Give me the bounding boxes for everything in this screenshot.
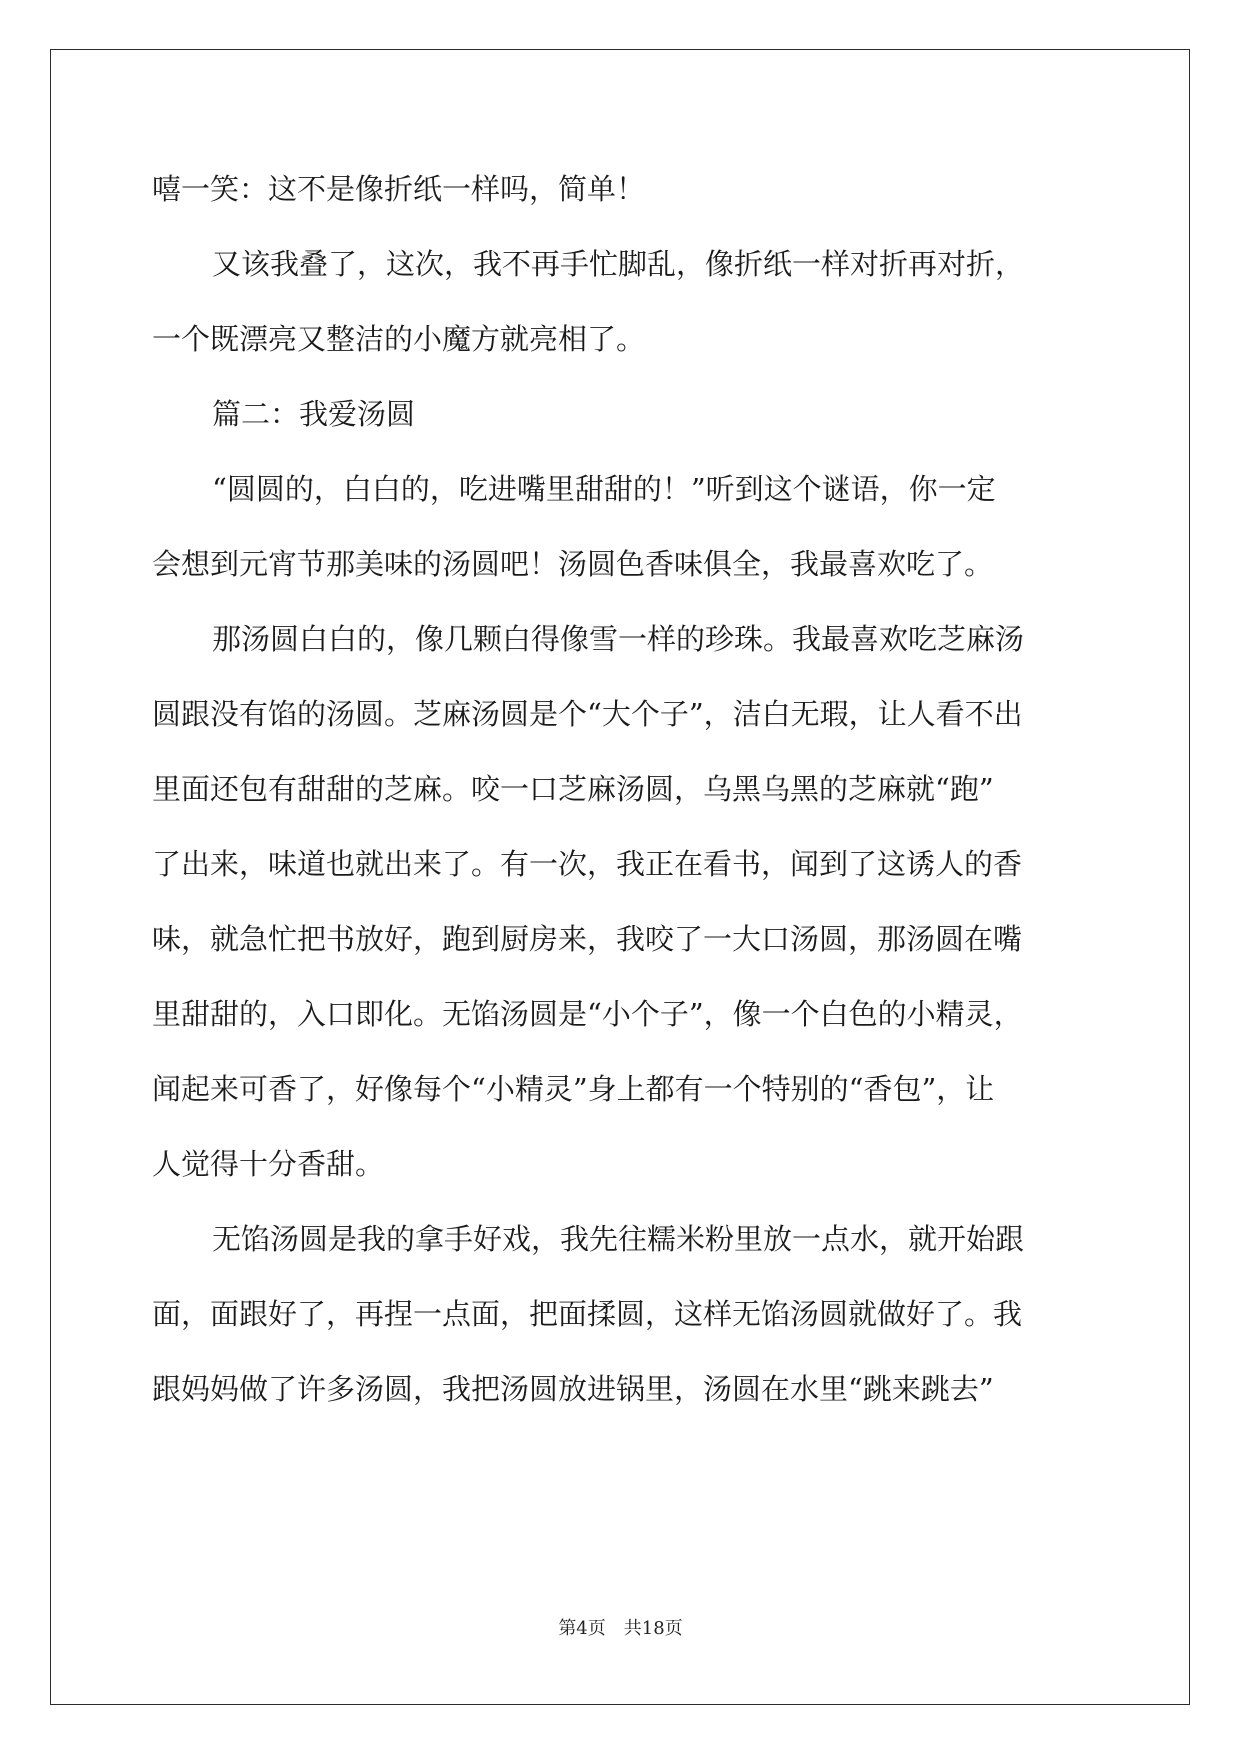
page-count: 共18页 — [623, 1618, 683, 1639]
text-line: 了出来，味道也就出来了。有一次，我正在看书，闻到了这诱人的香 — [152, 847, 1023, 881]
text-line: 里面还包有甜甜的芝麻。咬一口芝麻汤圆，乌黑乌黑的芝麻就“跑” — [152, 772, 994, 806]
paragraph-first-line: 无馅汤圆是我的拿手好戏，我先往糯米粉里放一点水，就开始跟 — [212, 1222, 1025, 1256]
paragraph-first-line: “圆圆的，白白的，吃进嘴里甜甜的！”听到这个谜语，你一定 — [212, 472, 996, 506]
text-line: 味，就急忙把书放好，跑到厨房来，我咬了一大口汤圆，那汤圆在嘴 — [152, 922, 1023, 956]
paragraph-first-line: 那汤圆白白的，像几颗白得像雪一样的珍珠。我最喜欢吃芝麻汤 — [212, 622, 1025, 656]
text-line: 一个既漂亮又整洁的小魔方就亮相了。 — [152, 322, 646, 356]
text-line: 面，面跟好了，再捏一点面，把面揉圆，这样无馅汤圆就做好了。我 — [152, 1297, 1023, 1331]
section-heading: 篇二：我爱汤圆 — [212, 397, 416, 431]
text-line: 里甜甜的，入口即化。无馅汤圆是“小个子”，像一个白色的小精灵， — [152, 997, 1023, 1031]
text-line: 人觉得十分香甜。 — [152, 1147, 385, 1181]
page-number: 第4页 — [558, 1618, 606, 1639]
text-line: 会想到元宵节那美味的汤圆吧！汤圆色香味俱全，我最喜欢吃了。 — [152, 547, 994, 581]
text-line: 闻起来可香了，好像每个“小精灵”身上都有一个特别的“香包”，让 — [152, 1072, 995, 1106]
text-line: 跟妈妈做了许多汤圆，我把汤圆放进锅里，汤圆在水里“跳来跳去” — [152, 1372, 994, 1406]
text-line: 圆跟没有馅的汤圆。芝麻汤圆是个“大个子”，洁白无瑕，让人看不出 — [152, 697, 1023, 731]
text-line: 嘻一笑：这不是像折纸一样吗，简单！ — [152, 172, 646, 206]
page-footer — [0, 1617, 1241, 1641]
paragraph-first-line: 又该我叠了，这次，我不再手忙脚乱，像折纸一样对折再对折， — [212, 247, 1025, 281]
